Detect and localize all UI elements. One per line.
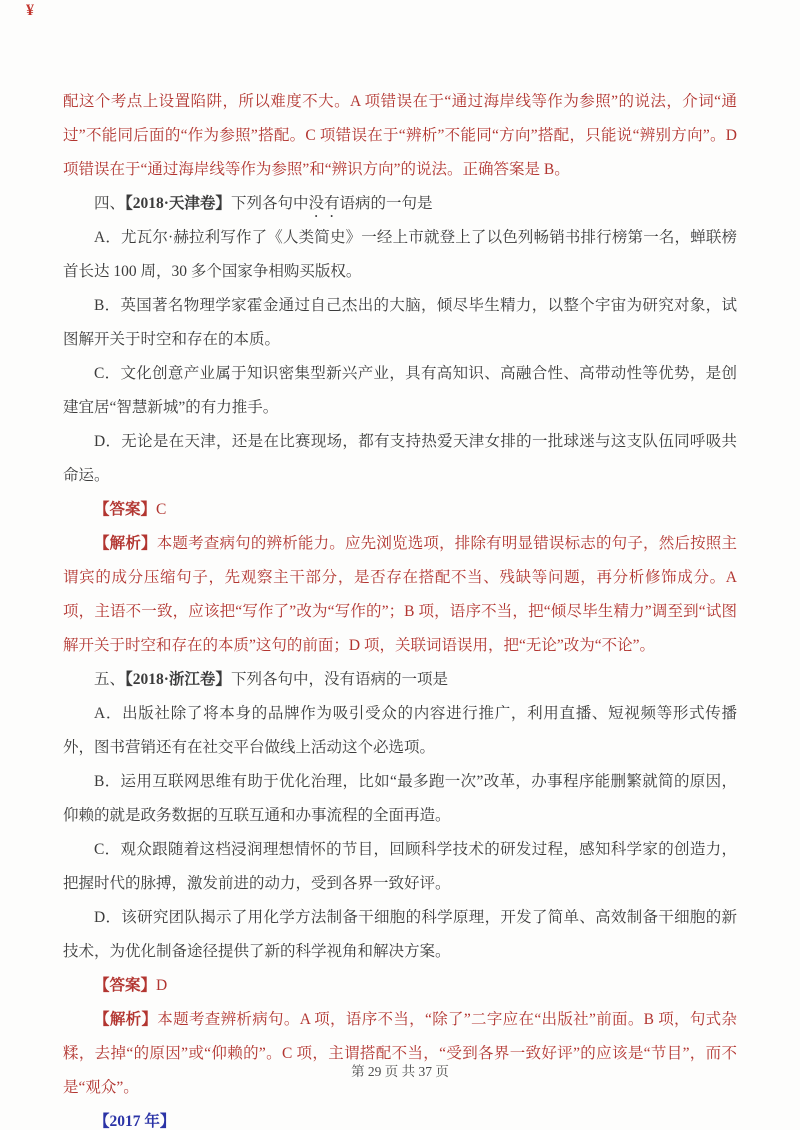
analysis-continuation-q3 [63, 85, 737, 187]
document-body [63, 85, 737, 1130]
question-5-option-a [63, 697, 737, 765]
question-4-title-text: 【2018·天津卷】 [125, 195, 231, 212]
question-4-option-d-text: D．无论是在天津，还是在比赛现场，都有支持热爱天津女排的一批球迷与这支队伍同呼吸共命运。 [63, 433, 737, 484]
question-5-title-text: 下列各句中，没有语病的一项是 [230, 671, 448, 688]
question-4-option-a [63, 221, 737, 289]
question-4-option-d [63, 425, 737, 493]
question-4-answer-text: C [156, 501, 167, 518]
question-5-analysis [63, 1003, 737, 1105]
question-5-option-c-text: C．观众跟随着这档浸润理想情怀的节目，回顾科学技术的研发过程，感知科学家的创造力，把握时代的脉搏，激发前进的动力，受到各界一致好评。 [63, 841, 737, 892]
question-5-option-a-text: A．出版社除了将本身的品牌作为吸引受众的内容进行推广，利用直播、短视频等形式传播外，图书营销还有在社交平台做线上活动这个必选项。 [63, 705, 737, 756]
question-4-answer [63, 493, 737, 527]
question-5-answer-text: D [156, 977, 168, 994]
year-2017-header [63, 1105, 737, 1130]
question-4-option-b [63, 289, 737, 357]
question-4-title [63, 187, 737, 221]
question-5-option-b-text: B．运用互联网思维有助于优化治理，比如“最多跑一次”改革，办事程序能删繁就简的原因，仰赖的就是政务数据的互联互通和办事流程的全面再造。 [63, 773, 737, 824]
page-number-footer: 第 29 页 共 37 页 [351, 1064, 449, 1079]
question-4-analysis [63, 527, 737, 663]
year-2017-header-text: 【2017 年】 [94, 1113, 176, 1130]
question-4-answer-text: 【答案】 [94, 501, 157, 518]
question-5-answer [63, 969, 737, 1003]
question-4-option-c [63, 357, 737, 425]
question-4-analysis-text: 本题考查病句的辨析能力。应先浏览选项，排除有明显错误标志的句子，然后按照主谓宾的成分压缩句子，先观察主干部分，是否存在搭配不当、残缺等问题，再分析修饰成分。A 项，主语不一致，应该把“写作了”改为“写作的”；B 项，语序不当，把“倾尽毕生精力”调至到“试图解开关于时空和存在的本质”这句的前面；D 项，关联词语误用，把“无论”改为“不论”。 [63, 535, 737, 654]
question-5-title-text: 【2018·浙江卷】 [125, 671, 231, 688]
question-5-answer-text: 【答案】 [94, 977, 157, 994]
question-4-title-text: 没有 [308, 195, 340, 212]
question-5-analysis-text: 本题考查辨析病句。A 项，语序不当，“除了”二字应在“出版社”前面。B 项，句式杂糅，去掉“的原因”或“仰赖的”。C 项，主谓搭配不当，“受到各界一致好评”的应该是“节目”，而不是“观众”。 [63, 1011, 737, 1096]
question-5-option-d-text: D．该研究团队揭示了用化学方法制备干细胞的科学原理，开发了简单、高效制备干细胞的新技术，为优化制备途径提供了新的科学视角和解决方案。 [63, 909, 737, 960]
question-5-option-d [63, 901, 737, 969]
question-5-title-text: 五、 [94, 671, 126, 688]
question-4-title-text: 四、 [94, 195, 126, 212]
question-5-title [63, 663, 737, 697]
question-4-option-c-text: C．文化创意产业属于知识密集型新兴产业，具有高知识、高融合性、高带动性等优势，是创建宜居“智慧新城”的有力推手。 [63, 365, 737, 416]
question-4-title-text: 下列各句中 [230, 195, 309, 212]
question-4-option-a-text: A．尤瓦尔·赫拉利写作了《人类简史》一经上市就登上了以色列畅销书排行榜第一名，蝉联榜首长达 100 周，30 多个国家争相购买版权。 [63, 229, 737, 280]
question-5-analysis-text: 【解析】 [94, 1011, 158, 1028]
question-4-option-b-text: B．英国著名物理学家霍金通过自己杰出的大脑，倾尽毕生精力，以整个宇宙为研究对象，试图解开关于时空和存在的本质。 [63, 297, 737, 348]
question-4-title-text: 语病的一句是 [339, 195, 433, 212]
question-5-option-b [63, 765, 737, 833]
analysis-continuation-q3-text: 配这个考点上设置陷阱，所以难度不大。A 项错误在于“通过海岸线等作为参照”的说法，介词“通过”不能同后面的“作为参照”搭配。C 项错误在于“辨析”不能同“方向”搭配，只能说“辨别方向”。D 项错误在于“通过海岸线等作为参照”和“辨识方向”的说法。正确答案是 B。 [63, 93, 737, 178]
question-5-option-c [63, 833, 737, 901]
currency-mark-icon: ¥ [26, 2, 34, 19]
question-4-analysis-text: 【解析】 [94, 535, 157, 552]
